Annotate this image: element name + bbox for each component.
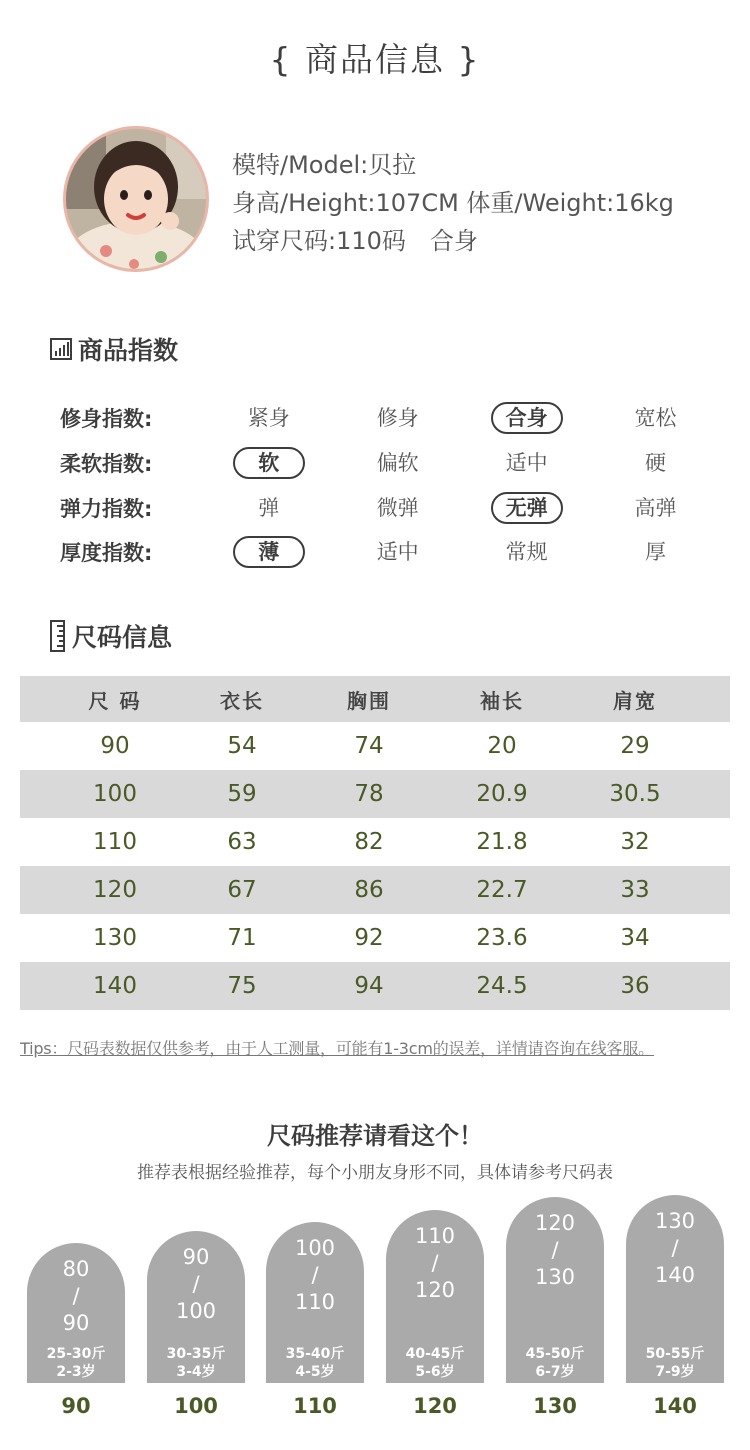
index-row <box>60 530 720 575</box>
index-option-cell <box>462 402 591 434</box>
bar-chart-icon <box>50 338 72 360</box>
index-option: 弹 <box>258 495 280 520</box>
size-table-cell: 22.7 <box>476 877 528 903</box>
age-range: 6-7岁 <box>535 1364 575 1380</box>
index-option-cell <box>204 402 333 434</box>
age-range: 3-4岁 <box>176 1364 216 1380</box>
product-index-table <box>60 396 720 575</box>
index-option: 微弹 <box>376 495 419 520</box>
height-from: 100 <box>294 1236 336 1260</box>
size-table-cell: 90 <box>100 733 130 759</box>
recommend-size-label: 100 <box>174 1394 218 1418</box>
index-option-selected: 薄 <box>233 536 305 568</box>
size-table-cell: 86 <box>354 877 384 903</box>
index-option-cell <box>333 492 462 524</box>
height-from: 80 <box>62 1257 90 1281</box>
index-option: 偏软 <box>376 451 419 476</box>
height-to: 120 <box>414 1278 456 1302</box>
size-table-cell: 110 <box>93 829 137 855</box>
height-separator: / <box>551 1238 559 1262</box>
height-separator: / <box>431 1251 439 1275</box>
age-range: 4-5岁 <box>295 1364 335 1380</box>
recommend-pill <box>506 1197 604 1383</box>
index-option: 硬 <box>645 451 667 476</box>
weight-range: 25-30斤 <box>46 1346 106 1362</box>
height-from: 120 <box>534 1211 576 1235</box>
size-table-cell: 24.5 <box>476 973 528 999</box>
index-option: 厚 <box>645 540 667 565</box>
size-table-cell: 29 <box>620 733 650 759</box>
recommend-size-label: 140 <box>653 1394 697 1418</box>
size-table-cell: 130 <box>93 925 137 951</box>
size-table-cell: 92 <box>354 925 384 951</box>
weight-range: 45-50斤 <box>525 1346 585 1362</box>
height-to: 90 <box>62 1311 90 1335</box>
index-option: 适中 <box>376 540 419 565</box>
recommend-pill <box>626 1195 724 1383</box>
size-table-row <box>20 722 730 770</box>
product-index-title: 商品指数 <box>78 336 179 365</box>
size-table-row <box>20 866 730 914</box>
index-option-cell <box>591 447 720 479</box>
size-table-row <box>20 818 730 866</box>
index-row <box>60 396 720 441</box>
index-option-cell <box>204 536 333 568</box>
size-info-heading <box>50 618 172 654</box>
size-table-cell: 140 <box>93 973 137 999</box>
size-table-cell: 82 <box>354 829 384 855</box>
index-option-selected: 软 <box>233 447 305 479</box>
recommend-title: 尺码推荐请看这个！ <box>267 1122 483 1150</box>
model-avatar <box>63 126 209 272</box>
height-from: 90 <box>182 1245 210 1269</box>
size-table-cell: 20 <box>487 733 517 759</box>
height-separator: / <box>671 1236 679 1260</box>
index-option: 宽松 <box>634 406 677 431</box>
index-option-selected: 合身 <box>491 402 563 434</box>
size-table-cell: 74 <box>354 733 384 759</box>
size-table-cell: 33 <box>620 877 650 903</box>
index-label: 厚度指数: <box>60 541 153 566</box>
recommend-pill <box>386 1210 484 1383</box>
index-row <box>60 441 720 486</box>
model-fit-size: 试穿尺码:110码 合身 <box>232 227 478 255</box>
index-option-cell <box>462 447 591 479</box>
recommend-size-label: 90 <box>61 1394 91 1418</box>
size-table-cell: 71 <box>227 925 257 951</box>
size-table-cell: 36 <box>620 973 650 999</box>
size-table-cell: 34 <box>620 925 650 951</box>
size-table-cell: 20.9 <box>476 781 528 807</box>
age-range: 7-9岁 <box>655 1364 695 1380</box>
size-table-cell: 63 <box>227 829 257 855</box>
size-table-cell: 54 <box>227 733 257 759</box>
index-label: 弹力指数: <box>60 496 153 521</box>
size-table-cell: 32 <box>620 829 650 855</box>
height-from: 110 <box>414 1224 456 1248</box>
size-table-cell: 67 <box>227 877 257 903</box>
height-to: 140 <box>654 1263 696 1287</box>
height-separator: / <box>72 1284 80 1308</box>
size-table-header <box>20 676 730 722</box>
index-option-cell <box>591 492 720 524</box>
size-table-cell: 23.6 <box>476 925 528 951</box>
index-option-cell <box>204 447 333 479</box>
model-info <box>232 148 674 262</box>
size-table-cell: 78 <box>354 781 384 807</box>
header-shoulder: 肩宽 <box>613 688 657 713</box>
weight-range: 50-55斤 <box>645 1346 705 1362</box>
size-table-row <box>20 914 730 962</box>
age-range: 2-3岁 <box>56 1364 96 1380</box>
recommend-size-label: 130 <box>533 1394 577 1418</box>
size-table-cell: 21.8 <box>476 829 528 855</box>
tips-note: Tips：尺码表数据仅供参考，由于人工测量，可能有1-3cm的误差，详情请咨询在线客服。 <box>20 1039 654 1058</box>
height-to: 100 <box>175 1299 217 1323</box>
ruler-icon <box>50 620 66 652</box>
size-info-title: 尺码信息 <box>72 623 173 652</box>
product-index-heading <box>50 331 178 367</box>
height-from: 130 <box>654 1209 696 1233</box>
recommend-pill <box>27 1243 125 1383</box>
index-option-cell <box>333 447 462 479</box>
index-option: 适中 <box>505 451 548 476</box>
height-separator: / <box>311 1263 319 1287</box>
size-table-cell: 120 <box>93 877 137 903</box>
size-table-cell: 94 <box>354 973 384 999</box>
size-table-cell: 30.5 <box>609 781 661 807</box>
recommend-size-label: 110 <box>293 1394 337 1418</box>
page-title: { 商品信息 } <box>269 40 481 79</box>
index-option-cell <box>333 536 462 568</box>
recommend-pill <box>266 1222 364 1383</box>
recommend-subtitle: 推荐表根据经验推荐，每个小朋友身形不同，具体请参考尺码表 <box>137 1163 613 1183</box>
height-separator: / <box>192 1272 200 1296</box>
size-table-cell: 75 <box>227 973 257 999</box>
size-table-row <box>20 962 730 1010</box>
header-chest: 胸围 <box>347 688 391 713</box>
size-table-row <box>20 770 730 818</box>
weight-range: 35-40斤 <box>285 1346 345 1362</box>
recommend-size-label: 120 <box>413 1394 457 1418</box>
index-option: 紧身 <box>247 406 290 431</box>
index-option-cell <box>333 402 462 434</box>
recommend-pill <box>147 1231 245 1383</box>
index-option-cell <box>591 536 720 568</box>
model-measurements: 身高/Height:107CM 体重/Weight:16kg <box>232 189 674 217</box>
age-range: 5-6岁 <box>415 1364 455 1380</box>
height-to: 110 <box>294 1290 336 1314</box>
index-option-cell <box>204 492 333 524</box>
height-to: 130 <box>534 1265 576 1289</box>
header-length: 衣长 <box>220 688 264 713</box>
size-table-cell: 100 <box>93 781 137 807</box>
index-label: 柔软指数: <box>60 452 153 477</box>
index-option: 修身 <box>376 406 419 431</box>
index-option-cell <box>591 402 720 434</box>
model-name: 模特/Model:贝拉 <box>232 151 417 179</box>
index-option-cell <box>462 492 591 524</box>
header-size: 尺 码 <box>88 688 142 713</box>
index-label: 修身指数: <box>60 407 153 432</box>
weight-range: 40-45斤 <box>405 1346 465 1362</box>
size-table-cell: 59 <box>227 781 257 807</box>
index-option-cell <box>462 536 591 568</box>
header-sleeve: 袖长 <box>480 688 524 713</box>
index-option: 高弹 <box>634 495 677 520</box>
index-row <box>60 485 720 530</box>
size-table <box>20 676 730 1010</box>
weight-range: 30-35斤 <box>166 1346 226 1362</box>
index-option-selected: 无弹 <box>491 492 563 524</box>
index-option: 常规 <box>505 540 548 565</box>
